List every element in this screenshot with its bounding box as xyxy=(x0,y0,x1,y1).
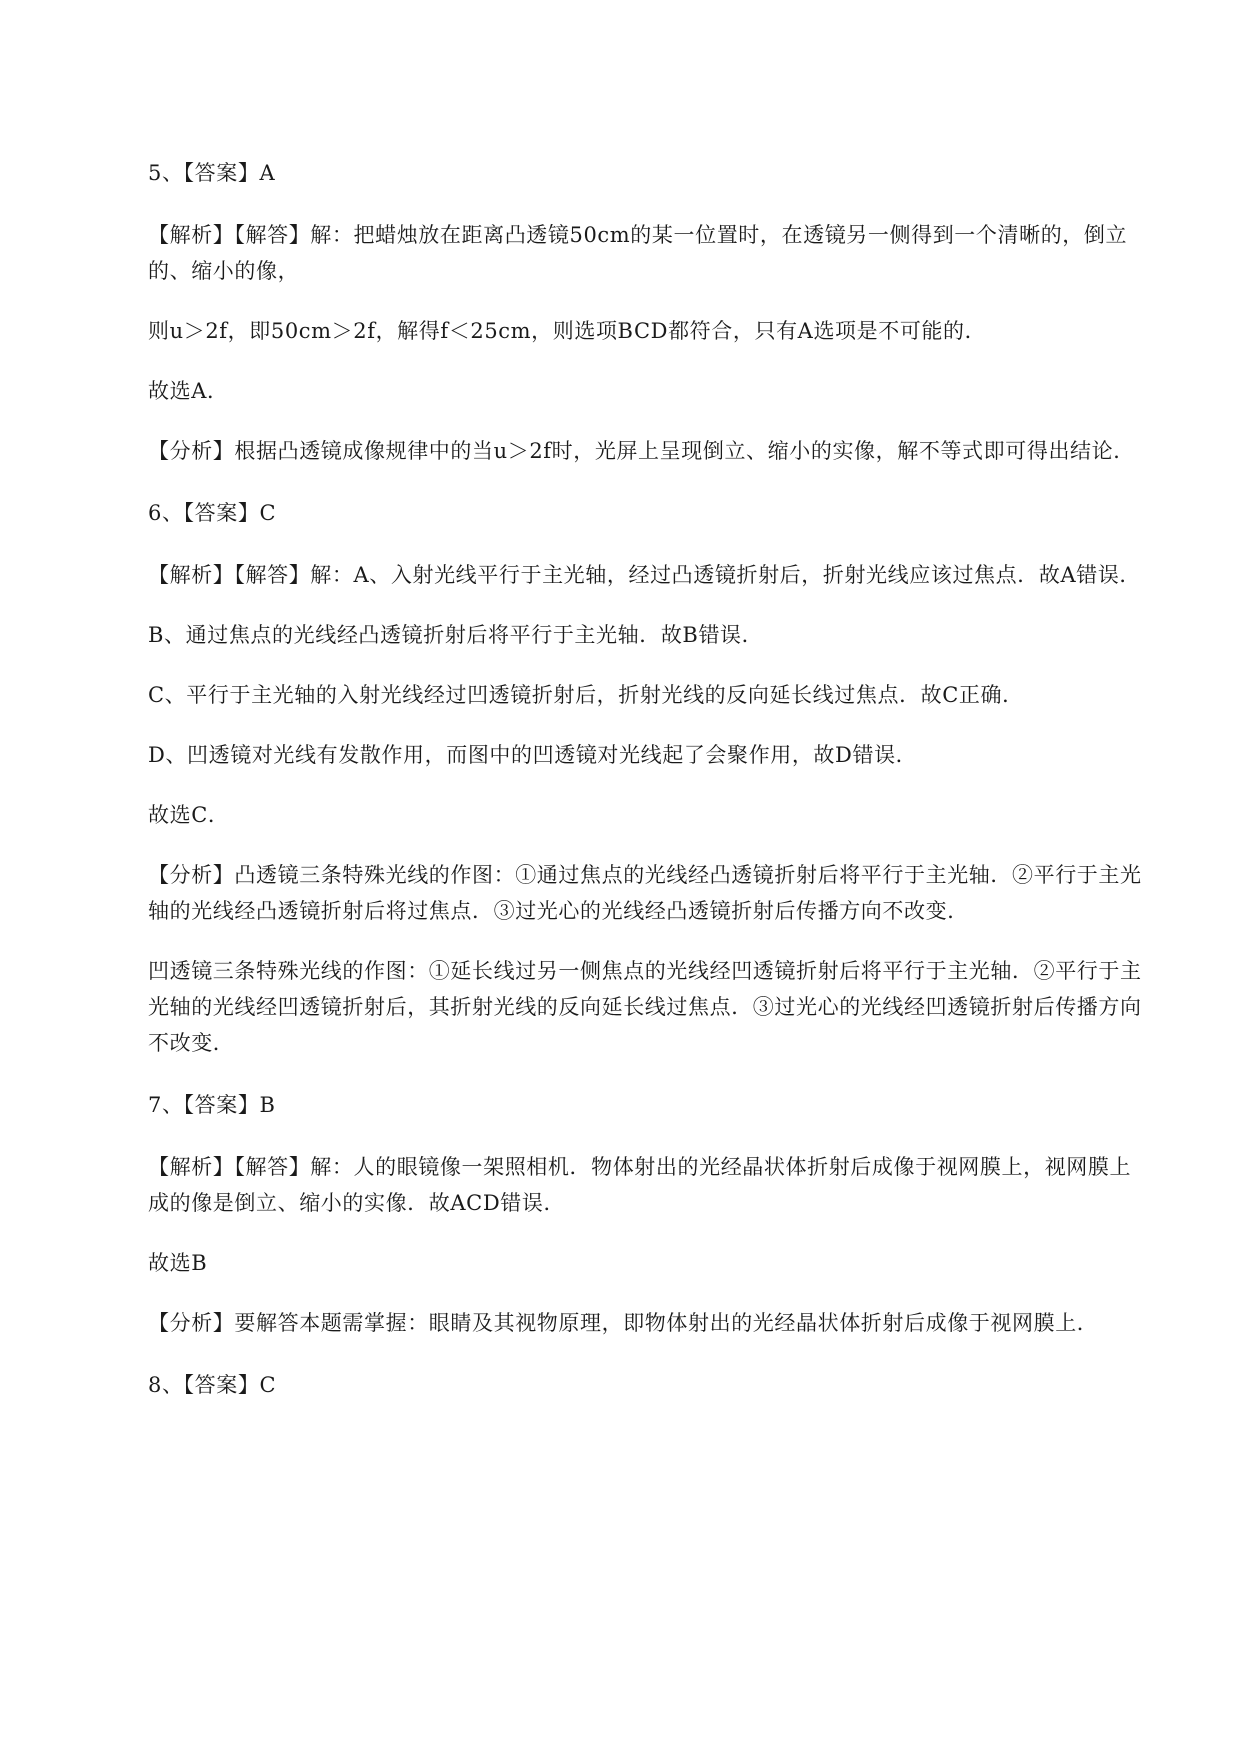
answer-5-derivation: 则u＞2f，即50cm＞2f，解得f＜25cm，则选项BCD都符合，只有A选项是不可能的． xyxy=(148,319,987,343)
answer-7-choice: 故选B xyxy=(148,1251,208,1275)
answer-5-analysis: 【分析】根据凸透镜成像规律中的当u＞2f时，光屏上呈现倒立、缩小的实像，解不等式即可得出结论． xyxy=(148,439,1135,463)
answer-5-solution: 【解析】【解答】解：把蜡烛放在距离凸透镜50cm的某一位置时，在透镜另一侧得到一个清晰的，倒立的、缩小的像， xyxy=(148,223,1128,283)
answer-6-option-d: D、凹透镜对光线有发散作用，而图中的凹透镜对光线起了会聚作用，故D错误． xyxy=(148,743,918,767)
answer-6-option-b: B、通过焦点的光线经凸透镜折射后将平行于主光轴．故B错误． xyxy=(148,623,764,647)
answer-6-analysis-concave: 凹透镜三条特殊光线的作图：①延长线过另一侧焦点的光线经凹透镜折射后将平行于主光轴．②平行于主光轴的光线经凹透镜折射后，其折射光线的反向延长线过焦点．③过光心的光线经凹透镜折射后传播方向不改变． xyxy=(148,959,1142,1055)
answer-8-heading: 8、【答案】C xyxy=(148,1373,277,1397)
answer-6-solution: 【解析】【解答】解：A、入射光线平行于主光轴，经过凸透镜折射后，折射光线应该过焦点．故A错误． xyxy=(148,563,1142,587)
answer-6-analysis-convex: 【分析】凸透镜三条特殊光线的作图：①通过焦点的光线经凸透镜折射后将平行于主光轴．②平行于主光轴的光线经凸透镜折射后将过焦点．③过光心的光线经凸透镜折射后传播方向不改变． xyxy=(148,863,1142,923)
answer-6-heading: 6、【答案】C xyxy=(148,501,277,525)
answer-6-option-c: C、平行于主光轴的入射光线经过凹透镜折射后，折射光线的反向延长线过焦点．故C正确． xyxy=(148,683,1024,707)
answer-7-solution: 【解析】【解答】解：人的眼镜像一架照相机．物体射出的光经晶状体折射后成像于视网膜上，视网膜上成的像是倒立、缩小的实像．故ACD错误． xyxy=(148,1155,1132,1215)
answer-7-analysis: 【分析】要解答本题需掌握：眼睛及其视物原理，即物体射出的光经晶状体折射后成像于视网膜上． xyxy=(148,1311,1099,1335)
answer-7-heading: 7、【答案】B xyxy=(148,1093,276,1117)
answer-5-choice: 故选A． xyxy=(148,379,229,403)
answer-6-choice: 故选C． xyxy=(148,803,230,827)
answer-5-heading: 5、【答案】A xyxy=(148,161,276,185)
